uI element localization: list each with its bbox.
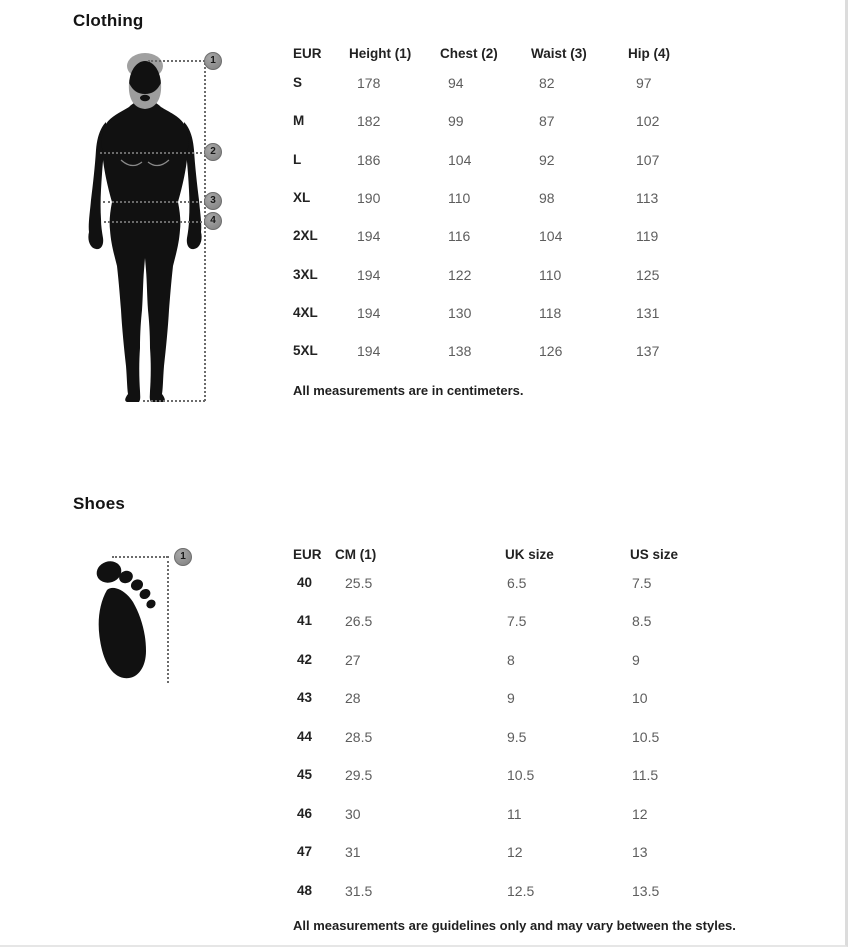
col-header-eur: EUR <box>293 547 322 562</box>
height-value: 194 <box>357 228 381 244</box>
uk-size-value: 9 <box>507 690 515 706</box>
cm-value: 25.5 <box>345 575 373 591</box>
clothing-row-2xl <box>293 228 718 244</box>
clothing-row-s <box>293 75 718 91</box>
height-bottom-line <box>143 400 205 402</box>
height-top-line <box>148 60 205 62</box>
hip-value: 125 <box>636 267 660 283</box>
clothing-row-3xl <box>293 267 718 283</box>
waist-line <box>103 201 206 203</box>
shoes-size-table <box>293 547 753 907</box>
shoes-row-47 <box>293 844 753 860</box>
shoes-section-title: Shoes <box>73 494 126 513</box>
height-vertical-line <box>204 60 206 401</box>
foot-measurement-marker-1 <box>174 548 192 566</box>
shoes-row-40 <box>293 575 753 591</box>
marker-4-number: 4 <box>210 215 216 226</box>
us-size-value: 11.5 <box>632 767 659 783</box>
us-size-value: 8.5 <box>632 613 652 629</box>
size-label: XL <box>293 190 311 205</box>
clothing-size-table <box>293 46 733 406</box>
col-header-uk-size: UK size <box>505 547 554 562</box>
shoes-row-46 <box>293 806 753 822</box>
shoes-row-48 <box>293 883 753 899</box>
shoes-row-42 <box>293 652 753 668</box>
col-header-eur: EUR <box>293 46 322 61</box>
hip-value: 119 <box>636 228 659 244</box>
eur-size-label: 43 <box>297 690 313 705</box>
footprint-silhouette-icon <box>93 556 165 688</box>
uk-size-value: 10.5 <box>507 767 535 783</box>
height-value: 190 <box>357 190 381 206</box>
size-label: M <box>293 113 305 128</box>
hip-value: 107 <box>636 152 660 168</box>
uk-size-value: 6.5 <box>507 575 527 591</box>
size-label: 5XL <box>293 343 318 358</box>
size-label: 3XL <box>293 267 318 282</box>
uk-size-value: 12.5 <box>507 883 535 899</box>
height-value: 194 <box>357 305 381 321</box>
shoes-row-41 <box>293 613 753 629</box>
cm-value: 29.5 <box>345 767 373 783</box>
col-header-waist: Waist (3) <box>531 46 587 61</box>
eur-size-label: 41 <box>297 613 313 628</box>
hip-line <box>104 221 206 223</box>
waist-value: 118 <box>539 305 562 321</box>
measurement-marker-3 <box>204 192 222 210</box>
cm-value: 28 <box>345 690 361 706</box>
hip-value: 102 <box>636 113 660 129</box>
us-size-value: 7.5 <box>632 575 652 591</box>
uk-size-value: 11 <box>507 806 522 822</box>
chest-value: 130 <box>448 305 472 321</box>
hip-value: 131 <box>636 305 660 321</box>
clothing-row-xl <box>293 190 718 206</box>
us-size-value: 10 <box>632 690 648 706</box>
measurement-marker-4 <box>204 212 222 230</box>
clothing-table-header-row <box>293 46 718 62</box>
chest-value: 138 <box>448 343 472 359</box>
size-label: L <box>293 152 302 167</box>
shoes-measurements-note: All measurements are guidelines only and may vary between the styles. <box>293 918 736 933</box>
height-value: 186 <box>357 152 381 168</box>
shoes-table-header-row <box>293 547 753 563</box>
clothing-measurements-note: All measurements are in centimeters. <box>293 383 524 398</box>
eur-size-label: 48 <box>297 883 313 898</box>
us-size-value: 12 <box>632 806 648 822</box>
eur-size-label: 42 <box>297 652 313 667</box>
foot-length-top-line <box>112 556 168 558</box>
col-header-hip: Hip (4) <box>628 46 670 61</box>
size-label: S <box>293 75 303 90</box>
marker-1-number: 1 <box>210 55 216 66</box>
eur-size-label: 45 <box>297 767 313 782</box>
uk-size-value: 12 <box>507 844 523 860</box>
uk-size-value: 8 <box>507 652 515 668</box>
clothing-row-m <box>293 113 718 129</box>
uk-size-value: 7.5 <box>507 613 527 629</box>
cm-value: 26.5 <box>345 613 373 629</box>
col-header-height: Height (1) <box>349 46 412 61</box>
col-header-chest: Chest (2) <box>440 46 498 61</box>
hip-value: 113 <box>636 190 659 206</box>
eur-size-label: 46 <box>297 806 313 821</box>
waist-value: 104 <box>539 228 563 244</box>
cm-value: 31.5 <box>345 883 373 899</box>
us-size-value: 9 <box>632 652 640 668</box>
chest-value: 94 <box>448 75 464 91</box>
waist-value: 110 <box>539 267 562 283</box>
shoes-row-44 <box>293 729 753 745</box>
clothing-row-l <box>293 152 718 168</box>
foot-marker-number: 1 <box>180 551 186 562</box>
shoes-row-43 <box>293 690 753 706</box>
clothing-row-5xl <box>293 343 718 359</box>
waist-value: 87 <box>539 113 555 129</box>
chest-value: 99 <box>448 113 464 129</box>
cm-value: 28.5 <box>345 729 373 745</box>
foot-length-vertical-line <box>167 556 169 683</box>
us-size-value: 13 <box>632 844 648 860</box>
waist-value: 82 <box>539 75 555 91</box>
eur-size-label: 47 <box>297 844 313 859</box>
eur-size-label: 40 <box>297 575 313 590</box>
chest-line <box>100 152 206 154</box>
chest-value: 110 <box>448 190 471 206</box>
waist-value: 92 <box>539 152 555 168</box>
chest-value: 122 <box>448 267 472 283</box>
us-size-value: 13.5 <box>632 883 660 899</box>
cm-value: 30 <box>345 806 361 822</box>
waist-value: 126 <box>539 343 563 359</box>
size-label: 2XL <box>293 228 318 243</box>
measurement-marker-2 <box>204 143 222 161</box>
hip-value: 97 <box>636 75 652 91</box>
size-label: 4XL <box>293 305 318 320</box>
uk-size-value: 9.5 <box>507 729 527 745</box>
clothing-section-title: Clothing <box>73 11 144 30</box>
marker-2-number: 2 <box>210 146 216 157</box>
us-size-value: 10.5 <box>632 729 660 745</box>
cm-value: 31 <box>345 844 361 860</box>
shoes-row-45 <box>293 767 753 783</box>
clothing-row-4xl <box>293 305 718 321</box>
male-body-silhouette-icon <box>83 52 208 404</box>
waist-value: 98 <box>539 190 555 206</box>
col-header-us-size: US size <box>630 547 679 562</box>
height-value: 178 <box>357 75 381 91</box>
chest-value: 104 <box>448 152 472 168</box>
height-value: 194 <box>357 343 381 359</box>
hip-value: 137 <box>636 343 660 359</box>
marker-3-number: 3 <box>210 195 216 206</box>
col-header-cm: CM (1) <box>335 547 377 562</box>
eur-size-label: 44 <box>297 729 313 744</box>
measurement-marker-1 <box>204 52 222 70</box>
height-value: 182 <box>357 113 381 129</box>
chest-value: 116 <box>448 228 471 244</box>
cm-value: 27 <box>345 652 361 668</box>
height-value: 194 <box>357 267 381 283</box>
